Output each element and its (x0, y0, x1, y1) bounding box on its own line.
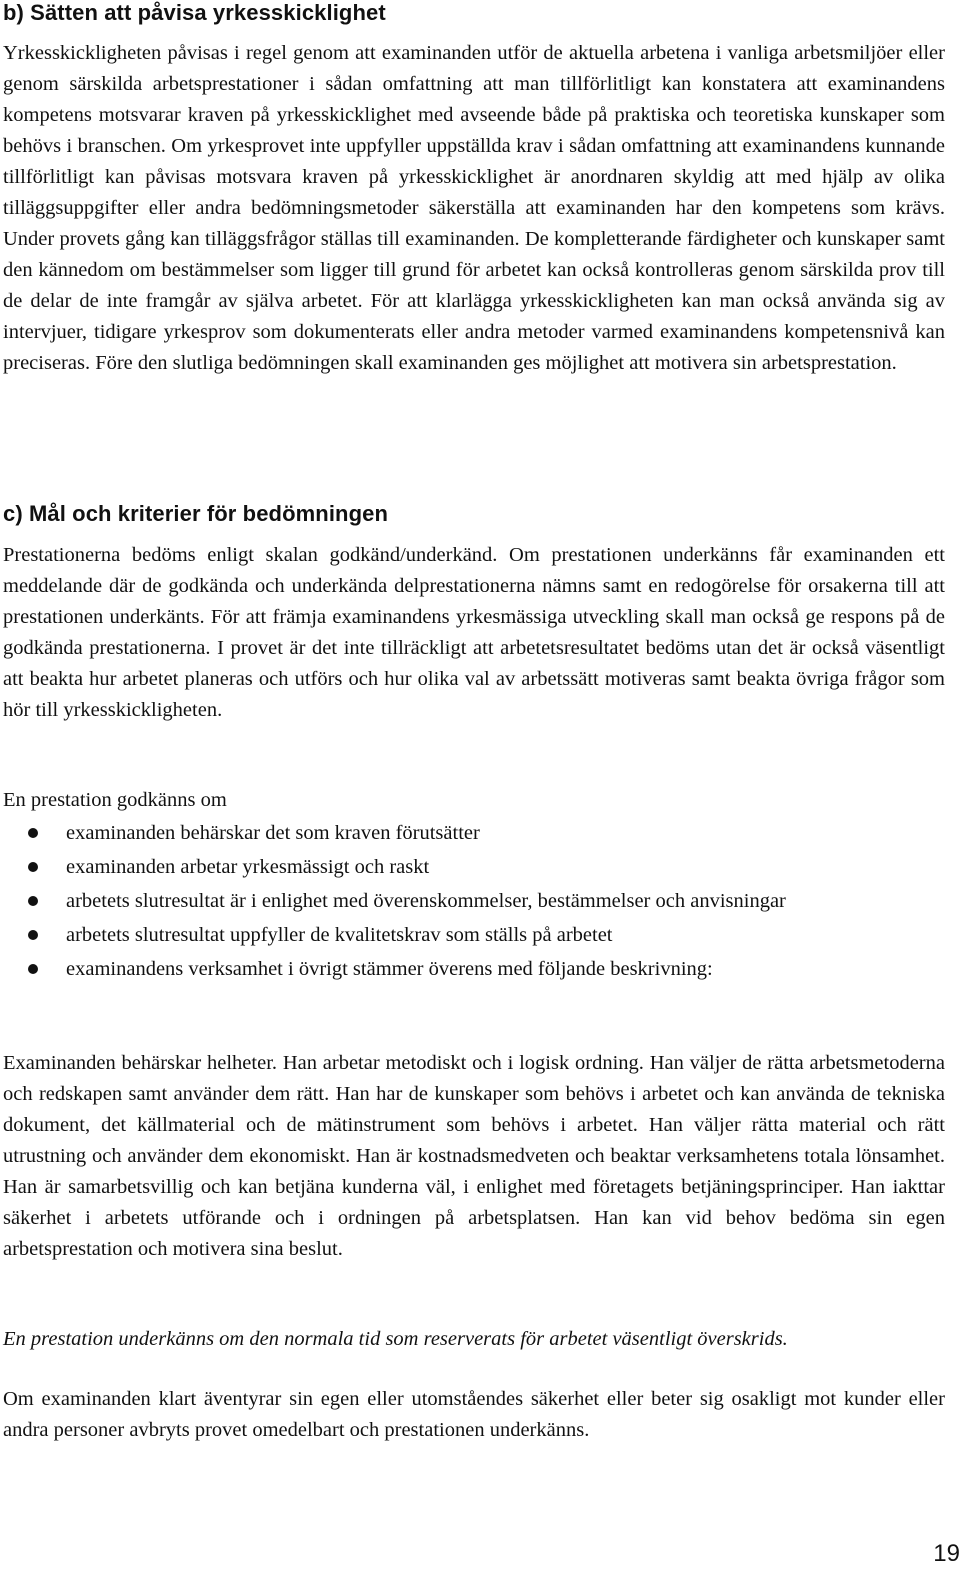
bullet-icon (28, 964, 38, 974)
list-item: examinanden arbetar yrkesmässigt och raskt (3, 852, 945, 883)
section-c-heading: c) Mål och kriterier för bedömningen (3, 501, 388, 526)
list-item: arbetets slutresultat är i enlighet med överenskommelser, bestämmelser och anvisningar (3, 886, 945, 917)
safety-note: Om examinanden klart äventyrar sin egen eller utomståendes säkerhet eller beter sig osakligt mot kunder eller andra personer avbryts provet omedelbart och prestationen underkänns. (3, 1388, 945, 1441)
approval-intro: En prestation godkänns om (3, 789, 227, 811)
page-number: 19 (933, 1540, 960, 1567)
approval-criteria-list (3, 818, 945, 988)
bullet-icon (28, 862, 38, 872)
competence-description: Examinanden behärskar helheter. Han arbetar metodiskt och i logisk ordning. Han väljer de rätta arbetsmetoderna och redskapen samt använder dem rätt. Han har de kunskaper som behövs i arbetet och kan använda de tekniska dokument, det källmaterial och de mätinstrument som behövs i arbetet. Han väljer rätta material och rätt utrustning och använder dem ekonomiskt. Han är kostnadsmedveten och beaktar verksamhetens totala lönsamhet. Han är samarbetsvillig och kan betjäna kunderna väl, i enlighet med företagets betjäningsprinciper. Han iakttar säkerhet i arbetets utförande och i ordningen på arbetsplatsen. Han kan vid behov bedöma sin egen arbetsprestation och motivera sina beslut. (3, 1052, 945, 1260)
rejection-note: En prestation underkänns om den normala tid som reserverats för arbetet väsentligt överskrids. (3, 1328, 788, 1350)
bullet-icon (28, 896, 38, 906)
list-item: arbetets slutresultat uppfyller de kvalitetskrav som ställs på arbetet (3, 920, 945, 951)
bullet-icon (28, 930, 38, 940)
section-b-heading: b) Sätten att påvisa yrkesskicklighet (3, 0, 386, 25)
section-b-paragraph: Yrkesskickligheten påvisas i regel genom att examinanden utför de aktuella arbetena i vanliga arbetsmiljöer eller genom särskilda arbetsprestationer i sådan omfattning att man tillförlitligt kan konstatera att examinandens kompetens motsvarar kraven på yrkesskicklighet med avseende både på praktiska och teoretiska kunskaper som behövs i branschen. Om yrkesprovet inte uppfyller uppställda krav i sådan omfattning att examinandens kunnande tillförlitligt kan påvisas motsvara kraven på yrkesskicklighet är anordnaren skyldig att med hjälp av olika tilläggsuppgifter eller andra bedömningsmetoder säkerställa att examinanden har den kompetens som krävs. Under provets gång kan tilläggsfrågor ställas till examinanden. De kompletterande färdigheter och kunskaper samt den kännedom om bestämmelser som ligger till grund för arbetet kan också kontrolleras genom särskilda prov till de delar de inte framgår av själva arbetet. För att klarlägga yrkesskickligheten kan man också använda sig av intervjuer, tidigare yrkesprov som dokumenterats eller andra metoder varmed examinandens kompetensnivå kan preciseras. Före den slutliga bedömningen skall examinanden ges möjlighet att motivera sin arbetsprestation. (3, 42, 945, 374)
bullet-icon (28, 828, 38, 838)
list-item: examinanden behärskar det som kraven förutsätter (3, 818, 945, 849)
assessment-scale-paragraph: Prestationerna bedöms enligt skalan godkänd/underkänd. Om prestationen underkänns får examinanden ett meddelande där de godkända och underkända delprestationerna nämns samt en redogörelse för orsakerna till att prestationen underkänts. För att främja examinandens yrkesmässiga utveckling skall man också ge respons på de godkända prestationerna. I provet är det inte tillräckligt att arbetetsresultatet bedöms utan det är också väsentligt att beakta hur arbetet planeras och utförs och hur olika val av arbetssätt motiveras samt beakta övriga frågor som hör till yrkesskickligheten. (3, 544, 945, 721)
list-item: examinandens verksamhet i övrigt stämmer överens med följande beskrivning: (3, 954, 945, 985)
